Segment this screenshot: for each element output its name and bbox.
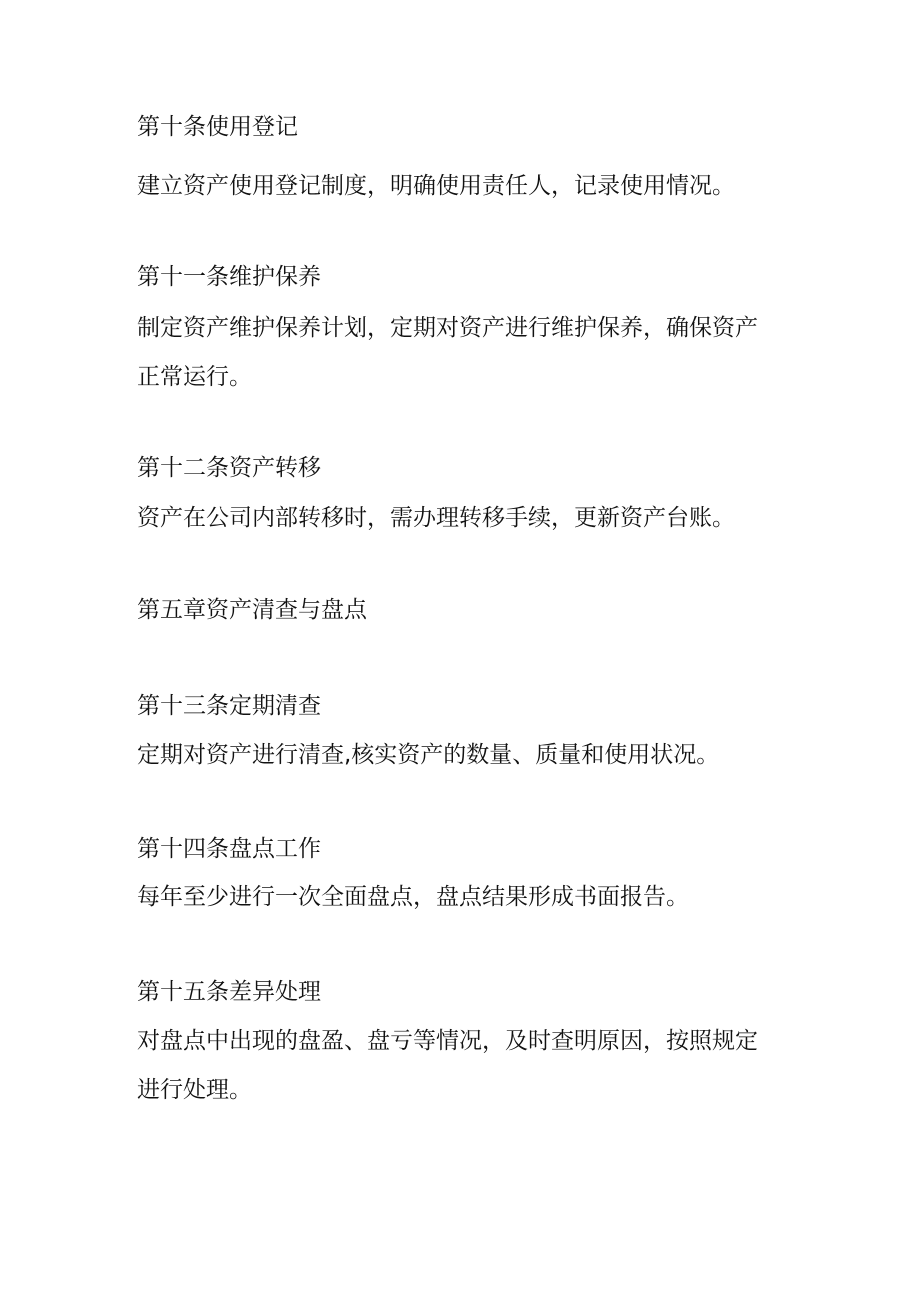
article-13-text: 定期对资产进行清查,核实资产的数量、质量和使用状况。 — [137, 742, 720, 768]
article-10-heading: 第十条使用登记 — [137, 114, 298, 140]
chapter-5-heading: 第五章资产清查与盘点 — [137, 597, 367, 623]
article-15-text-line-1: 对盘点中出现的盘盈、盘亏等情况，及时查明原因，按照规定 — [137, 1028, 758, 1054]
article-15-text-line-2: 进行处理。 — [137, 1077, 252, 1103]
article-14-text: 每年至少进行一次全面盘点，盘点结果形成书面报告。 — [137, 884, 689, 910]
article-15-heading: 第十五条差异处理 — [137, 979, 321, 1005]
article-10-text: 建立资产使用登记制度，明确使用责任人，记录使用情况。 — [137, 173, 735, 199]
article-11-heading: 第十一条维护保养 — [137, 264, 321, 290]
article-13-heading: 第十三条定期清查 — [137, 693, 321, 719]
article-12-heading: 第十二条资产转移 — [137, 455, 321, 481]
article-11-text-line-1: 制定资产维护保养计划，定期对资产进行维护保养，确保资产 — [137, 315, 758, 341]
article-14-heading: 第十四条盘点工作 — [137, 836, 321, 862]
article-12-text: 资产在公司内部转移时，需办理转移手续，更新资产台账。 — [137, 505, 735, 531]
article-11-text-line-2: 正常运行。 — [137, 364, 252, 390]
